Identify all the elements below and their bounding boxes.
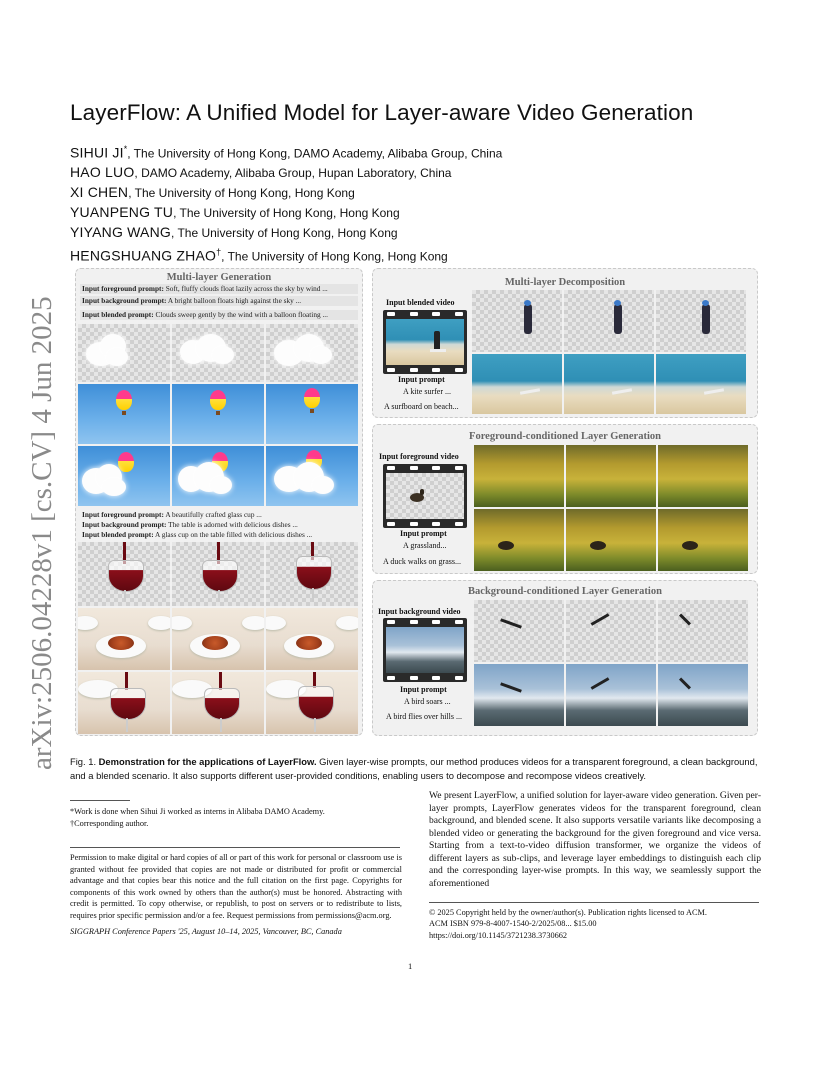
prompt-line — [80, 284, 358, 294]
prompt-line — [80, 510, 358, 520]
frame-image — [564, 354, 654, 414]
prompt-line — [80, 530, 358, 540]
frame-image — [658, 509, 748, 571]
panel-title: Background-conditioned Layer Generation — [468, 586, 662, 597]
author-line — [70, 183, 630, 203]
frame-row-background — [472, 354, 746, 414]
author-name: HAO LUO — [70, 164, 135, 181]
frame-row-foreground — [78, 542, 358, 606]
frame-row-foreground — [472, 290, 746, 352]
frame-image — [266, 542, 358, 606]
frame-row-blended — [474, 664, 748, 726]
prompt-key: Input foreground prompt: — [82, 510, 164, 519]
prompt-line: A bird soars ... — [404, 697, 451, 706]
author-affiliation: , The University of Hong Kong, Hong Kong — [171, 226, 398, 241]
frame-image — [266, 608, 358, 670]
prompt-key: Input blended prompt: — [82, 530, 154, 539]
author-affiliation: , The University of Hong Kong, Hong Kong — [128, 186, 355, 201]
frame-image — [656, 354, 746, 414]
frame-image — [566, 445, 656, 507]
frame-row-blended — [78, 672, 358, 734]
panel-title: Multi-layer Decomposition — [504, 277, 626, 288]
frame-row-foreground — [474, 600, 748, 662]
frame-image — [474, 600, 564, 662]
author-name: YIYANG WANG — [70, 224, 171, 241]
author-affiliation: , The University of Hong Kong, DAMO Academy, Alibaba Group, China — [127, 146, 503, 161]
footnote-corresponding: †Corresponding author. — [70, 819, 149, 828]
frame-image — [658, 664, 748, 726]
input-label: Input background video — [378, 607, 461, 616]
frame-image — [78, 446, 170, 506]
prompt-key: Input background prompt: — [82, 296, 167, 305]
prompt-line: A bird flies over hills ... — [386, 712, 462, 721]
author-line — [70, 243, 630, 266]
frame-row-background — [78, 608, 358, 670]
prompt-line — [80, 296, 358, 306]
panel-title: Multi-layer Generation — [166, 272, 272, 283]
frame-image — [78, 542, 170, 606]
frame-image — [266, 384, 358, 444]
arxiv-stamp: arXiv:2506.04228v1 [cs.CV] 4 Jun 2025 — [26, 296, 58, 770]
frame-image — [172, 384, 264, 444]
frame-row-background — [78, 384, 358, 444]
frame-image — [172, 672, 264, 734]
input-video-thumbnail — [383, 464, 467, 528]
frame-image — [472, 354, 562, 414]
prompt-key: Input blended prompt: — [82, 310, 154, 319]
prompt-text: A glass cup on the table filled with delicious dishes ... — [153, 530, 313, 539]
author-line — [70, 140, 630, 163]
frame-image — [474, 445, 564, 507]
prompt-line: A duck walks on grass... — [383, 557, 461, 566]
frame-image — [172, 608, 264, 670]
prompt-line: A kite surfer ... — [403, 387, 451, 396]
author-mark: * — [123, 144, 128, 154]
frame-image — [78, 608, 170, 670]
frame-row-foreground — [78, 324, 358, 382]
prompt-label: Input prompt — [400, 685, 447, 694]
caption-label: Fig. 1. — [70, 756, 99, 767]
prompt-text: Clouds sweep gently by the wind with a balloon floating ... — [153, 310, 328, 319]
copyright-rule — [429, 902, 759, 903]
author-affiliation: , The University of Hong Kong, Hong Kong — [173, 206, 400, 221]
frame-image — [658, 445, 748, 507]
prompt-text: Soft, fluffy clouds float lazily across the sky by wind ... — [163, 284, 328, 293]
frame-image — [266, 446, 358, 506]
author-line — [70, 163, 630, 183]
author-mark: † — [216, 247, 222, 258]
frame-image — [172, 542, 264, 606]
prompt-key: Input foreground prompt: — [82, 284, 164, 293]
frame-image — [566, 664, 656, 726]
frame-image — [78, 672, 170, 734]
frame-image — [172, 324, 264, 382]
input-label: Input foreground video — [379, 452, 459, 461]
caption-bold: Demonstration for the applications of LayerFlow. — [98, 756, 317, 767]
author-name: HENGSHUANG ZHAO — [70, 247, 217, 264]
frame-image — [474, 509, 564, 571]
frame-row-background — [474, 445, 748, 507]
prompt-line: A grassland... — [403, 541, 447, 550]
footnote-work: *Work is done when Sihui Ji worked as interns in Alibaba DAMO Academy. — [70, 807, 325, 816]
frame-image — [474, 664, 564, 726]
input-label: Input blended video — [386, 298, 455, 307]
frame-image — [172, 446, 264, 506]
copyright-line: © 2025 Copyright held by the owner/author(s). Publication rights licensed to ACM. — [429, 908, 707, 917]
frame-image — [266, 672, 358, 734]
permission-notice: Permission to make digital or hard copies of all or part of this work for personal or classroom use is granted without fee provided that copies are not made or distributed for profit or commercial advantage and that copies bear this notice and the full citation on the first page. Copyrights for components of this work owned by others than the author(s) must be honored. Abstracting with credit is permitted. To copy otherwise, or republish, to post on servers or to redistribute to lists, requires prior specific permission and/or a fee. Request permissions from permissions@acm.org. — [70, 853, 402, 920]
copyright-block — [429, 907, 769, 941]
frame-row-blended — [474, 509, 748, 571]
prompt-text: A bright balloon floats high against the sky ... — [166, 296, 302, 305]
frame-image — [656, 290, 746, 352]
frame-image — [266, 324, 358, 382]
teaser-figure — [70, 268, 760, 738]
frame-image — [78, 384, 170, 444]
input-video-thumbnail — [383, 310, 467, 374]
author-affiliation: , The University of Hong Kong, Hong Kong — [221, 249, 448, 264]
prompt-key: Input background prompt: — [82, 520, 167, 529]
permission-rule — [70, 847, 400, 848]
prompt-line — [80, 520, 358, 530]
author-list — [70, 140, 630, 267]
prompt-text: A beautifully crafted glass cup ... — [163, 510, 262, 519]
abstract-text: We present LayerFlow, a unified solution for layer-aware video generation. Given per-layer prompts, LayerFlow generates videos for the transparent foreground, clean background, and blended scene. It also supports versatile variants like decomposing a blended video or generating the background for the given foreground and vice versa. Starting from a text-to-video diffusion transformer, we organize the videos of different layers as sub-clips, and leverage layer embeddings to distinguish each clip and the corresponding layer-wise prompts. In this way, we seamlessly support the aforementioned — [429, 790, 762, 889]
author-name: XI CHEN — [70, 184, 129, 201]
isbn-line: ACM ISBN 979-8-4007-1540-2/2025/08... $15.00 — [429, 919, 597, 929]
frame-image — [566, 509, 656, 571]
panel-title: Foreground-conditioned Layer Generation — [469, 431, 661, 442]
frame-row-blended — [78, 446, 358, 506]
paper-title: LayerFlow: A Unified Model for Layer-aware Video Generation — [70, 100, 694, 125]
doi-link[interactable]: https://doi.org/10.1145/3721238.3730662 — [429, 930, 568, 940]
prompt-label: Input prompt — [398, 375, 445, 384]
footnote-rule — [70, 800, 130, 801]
author-name: YUANPENG TU — [70, 204, 174, 221]
author-name: SIHUI JI — [70, 144, 124, 161]
figure-caption — [70, 755, 760, 783]
frame-image — [564, 290, 654, 352]
author-line — [70, 203, 630, 223]
frame-image — [472, 290, 562, 352]
prompt-line — [80, 310, 358, 320]
caption-text: Given layer-wise prompts, our method produces videos for a transparent foreground, a clean background, and a blended scenario. It also supports different user-provided conditions, enabling users to decompose and recompose videos creatively. — [70, 756, 758, 781]
prompt-line: A surfboard on beach... — [384, 402, 459, 411]
prompt-label: Input prompt — [400, 529, 447, 538]
venue-line: SIGGRAPH Conference Papers '25, August 10–14, 2025, Vancouver, BC, Canada — [70, 927, 342, 936]
page-number: 1 — [408, 961, 413, 971]
prompt-text: The table is adorned with delicious dishes ... — [166, 520, 298, 529]
frame-image — [78, 324, 170, 382]
input-video-thumbnail — [383, 618, 467, 682]
author-line — [70, 223, 630, 243]
frame-image — [658, 600, 748, 662]
author-affiliation: , DAMO Academy, Alibaba Group, Hupan Laboratory, China — [134, 166, 452, 181]
frame-image — [566, 600, 656, 662]
